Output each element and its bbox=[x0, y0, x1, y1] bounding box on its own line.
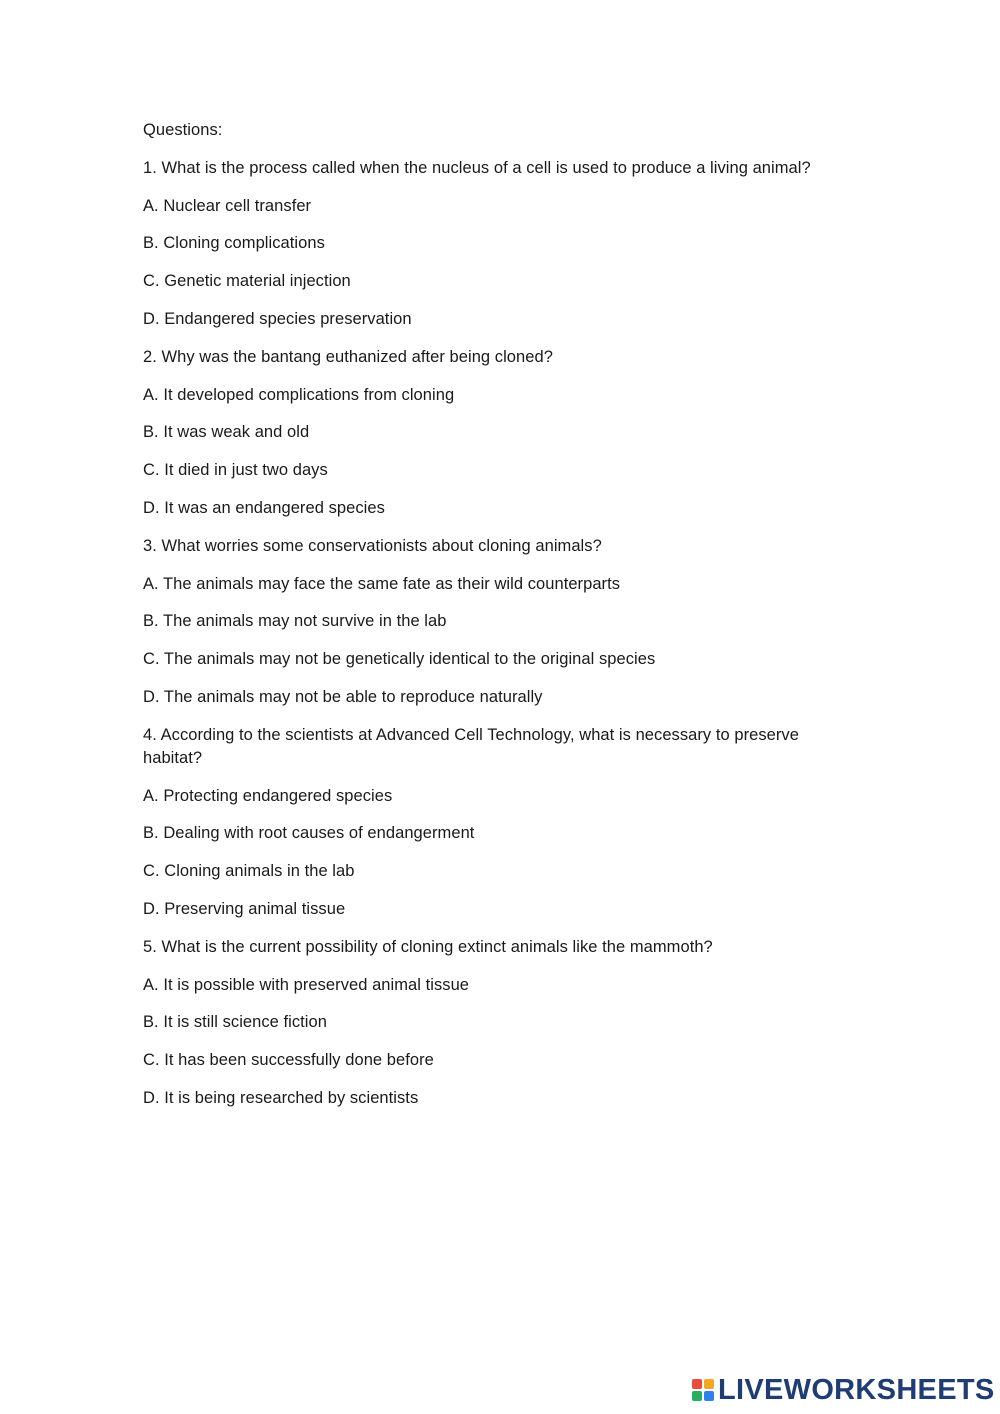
logo-square-orange bbox=[704, 1379, 714, 1389]
question-2-option-b: B. It was weak and old bbox=[143, 423, 310, 442]
question-4-option-d: D. Preserving animal tissue bbox=[143, 899, 346, 918]
question-1-option-b: B. Cloning complications bbox=[143, 234, 325, 253]
question-4-option-a: A. Protecting endangered species bbox=[143, 786, 393, 805]
question-3-prompt: 3. What worries some conservationists about cloning animals? bbox=[143, 536, 602, 555]
question-1-option-c: C. Genetic material injection bbox=[143, 272, 351, 291]
logo-wordmark: LIVEWORKSHEETS bbox=[718, 1374, 995, 1406]
question-5-option-c: C. It has been successfully done before bbox=[143, 1051, 434, 1070]
question-5-option-a: A. It is possible with preserved animal tissue bbox=[143, 975, 470, 994]
question-1-option-a: A. Nuclear cell transfer bbox=[143, 196, 312, 215]
questions-heading: Questions: bbox=[143, 121, 223, 139]
question-3-option-a: A. The animals may face the same fate as their wild counterparts bbox=[143, 574, 621, 593]
question-2-prompt: 2. Why was the bantang euthanized after being cloned? bbox=[143, 347, 553, 366]
worksheet-document bbox=[143, 119, 843, 1125]
question-4-prompt: 4. According to the scientists at Advanced Cell Technology, what is necessary to preserve habitat? bbox=[143, 725, 799, 767]
logo-square-green bbox=[692, 1391, 702, 1401]
liveworksheets-logo bbox=[692, 1374, 995, 1406]
question-1-prompt: 1. What is the process called when the nucleus of a cell is used to produce a living animal? bbox=[143, 158, 811, 177]
question-3-option-b: B. The animals may not survive in the lab bbox=[143, 612, 447, 631]
question-5-option-d: D. It is being researched by scientists bbox=[143, 1088, 419, 1107]
question-4-option-c: C. Cloning animals in the lab bbox=[143, 862, 355, 881]
question-2-option-d: D. It was an endangered species bbox=[143, 498, 385, 517]
question-2-option-a: A. It developed complications from cloning bbox=[143, 385, 455, 404]
logo-square-blue bbox=[704, 1391, 714, 1401]
question-5-option-b: B. It is still science fiction bbox=[143, 1013, 327, 1032]
question-3-option-d: D. The animals may not be able to reproduce naturally bbox=[143, 687, 543, 706]
logo-square-red bbox=[692, 1379, 702, 1389]
question-4-option-b: B. Dealing with root causes of endangerment bbox=[143, 824, 475, 843]
question-2-option-c: C. It died in just two days bbox=[143, 461, 328, 480]
question-3-option-c: C. The animals may not be genetically identical to the original species bbox=[143, 650, 656, 669]
liveworksheets-logo-icon bbox=[692, 1379, 714, 1401]
question-5-prompt: 5. What is the current possibility of cloning extinct animals like the mammoth? bbox=[143, 937, 713, 956]
question-1-option-d: D. Endangered species preservation bbox=[143, 309, 412, 328]
